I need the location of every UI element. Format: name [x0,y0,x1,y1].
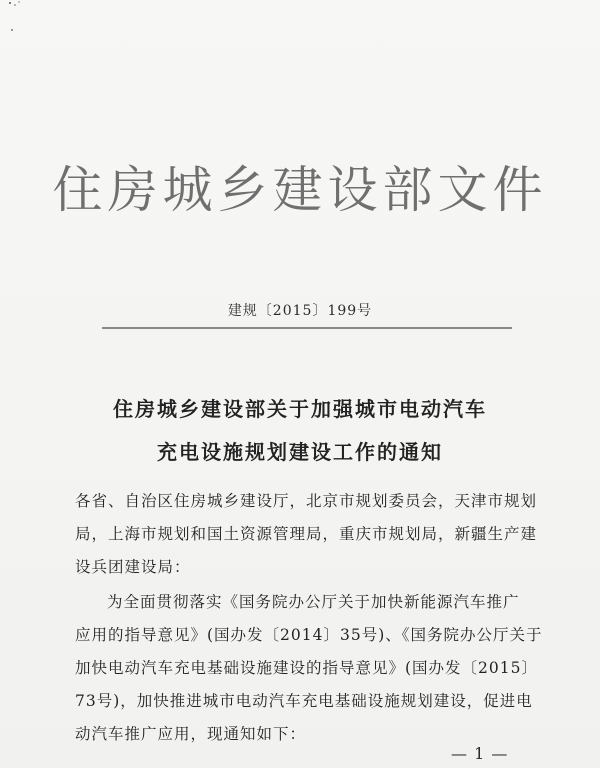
notice-title-line-2: 充电设施规划建设工作的通知 [157,440,443,464]
body-line: 设兵团建设局： [75,558,191,576]
body-line: 应用的指导意见》(国办发〔2014〕35号)、《国务院办公厅关于 [75,626,543,644]
body-line: 动汽车推广应用，现通知如下： [75,725,307,743]
header-divider [102,327,512,329]
document-number: 建规〔2015〕199号 [227,303,373,319]
body-line: 各省、自治区住房城乡建设厅，北京市规划委员会，天津市规划 [75,492,538,510]
notice-title-line-1: 住房城乡建设部关于加强城市电动汽车 [113,397,487,421]
body-line: 局，上海市规划和国土资源管理局，重庆市规划局，新疆生产建 [75,525,538,543]
agency-title: 住房城乡建设部文件 [52,161,548,219]
body-line: 为全面贯彻落实《国务院办公厅关于加快新能源汽车推广 [107,593,520,611]
page-number: — 1 — [451,744,509,763]
body-line: 加快电动汽车充电基础设施建设的指导意见》(国办发〔2015〕 [75,659,538,677]
scan-specks [6,0,36,40]
body-line: 73号)，加快推进城市电动汽车充电基础设施规划建设，促进电 [75,692,533,710]
